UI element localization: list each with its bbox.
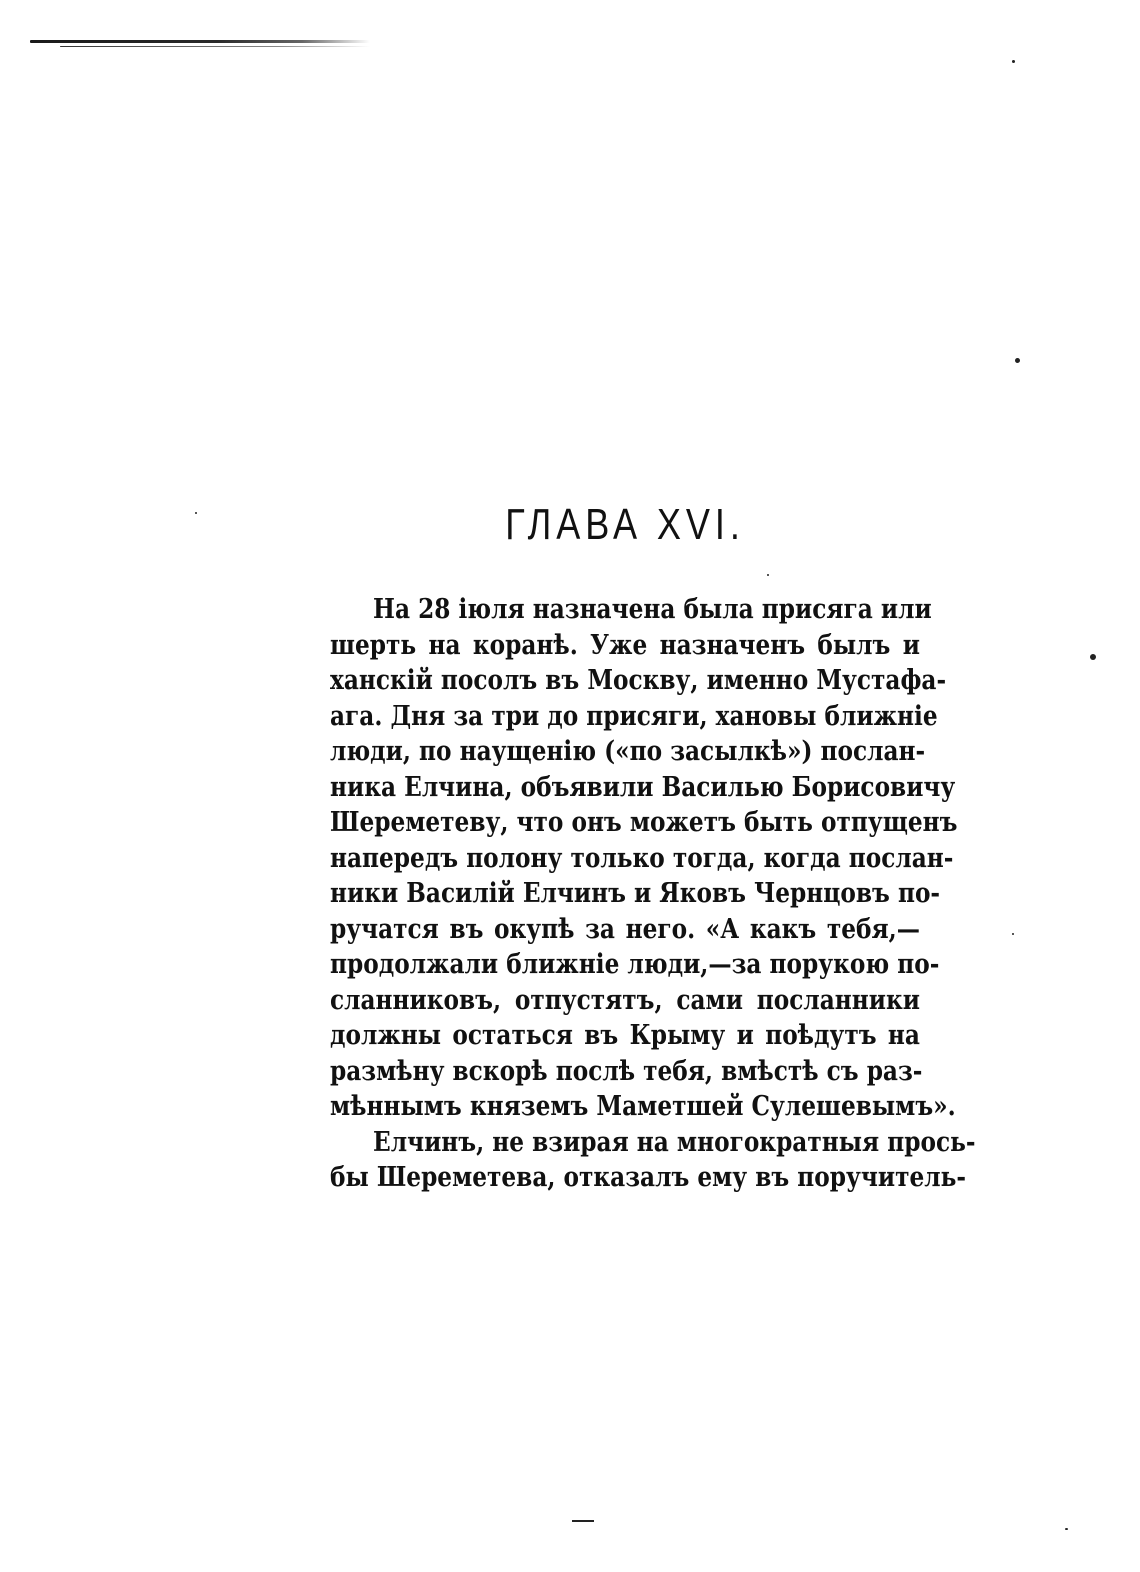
text-line: бы Шереметева, отказалъ ему въ поручитель- [330,1162,967,1193]
paragraph-1 [330,592,958,1125]
scan-speck [1065,1528,1068,1530]
text-line: люди, по наущенію («по засылкѣ») послан- [330,736,926,767]
scan-speck [195,512,197,514]
scan-speck [1012,933,1014,935]
chapter-title: ГЛАВА XVI. [505,500,745,549]
text-line: Шереметеву, что онъ можетъ быть отпущенъ [330,807,958,838]
text-line: мѣннымъ княземъ Маметшей Сулешевымъ». [330,1091,956,1122]
scan-artifact-streak-thin [60,46,370,47]
scan-speck [1012,60,1015,63]
text-line: На 28 іюля назначена была присяга или [373,594,932,625]
scan-speck [1015,358,1020,363]
text-line: должны остаться въ Крыму и поѣдутъ на [330,1020,920,1051]
text-line: Елчинъ, не взирая на многократныя прось- [373,1126,976,1158]
text-line: ханскій посолъ въ Москву, именно Мустафа- [330,665,947,696]
paragraph-2 [330,1125,976,1196]
body-text [330,592,976,1196]
text-line: сланниковъ, отпустятъ, сами посланники [330,984,920,1016]
text-line: продолжали ближніе люди,—за порукою по- [330,949,940,980]
text-line: ручатся въ окупѣ за него. «А какъ тебя,— [330,913,920,945]
scan-speck [1090,654,1096,660]
text-line: шерть на коранѣ. Уже назначенъ былъ и [330,629,920,661]
text-line: размѣну вскорѣ послѣ тебя, вмѣстѣ съ раз- [330,1055,923,1087]
scan-artifact-streak [30,40,370,43]
text-line: ага. Дня за три до присяги, хановы ближніе [330,700,938,732]
scan-speck [767,574,769,576]
text-line: ника Елчина, объявили Василью Борисовичу [330,771,956,803]
page-bottom-dash [572,1520,594,1522]
text-line: напередъ полону только тогда, когда послан- [330,842,954,874]
text-line: ники Василій Елчинъ и Яковъ Чернцовъ по- [330,878,941,909]
